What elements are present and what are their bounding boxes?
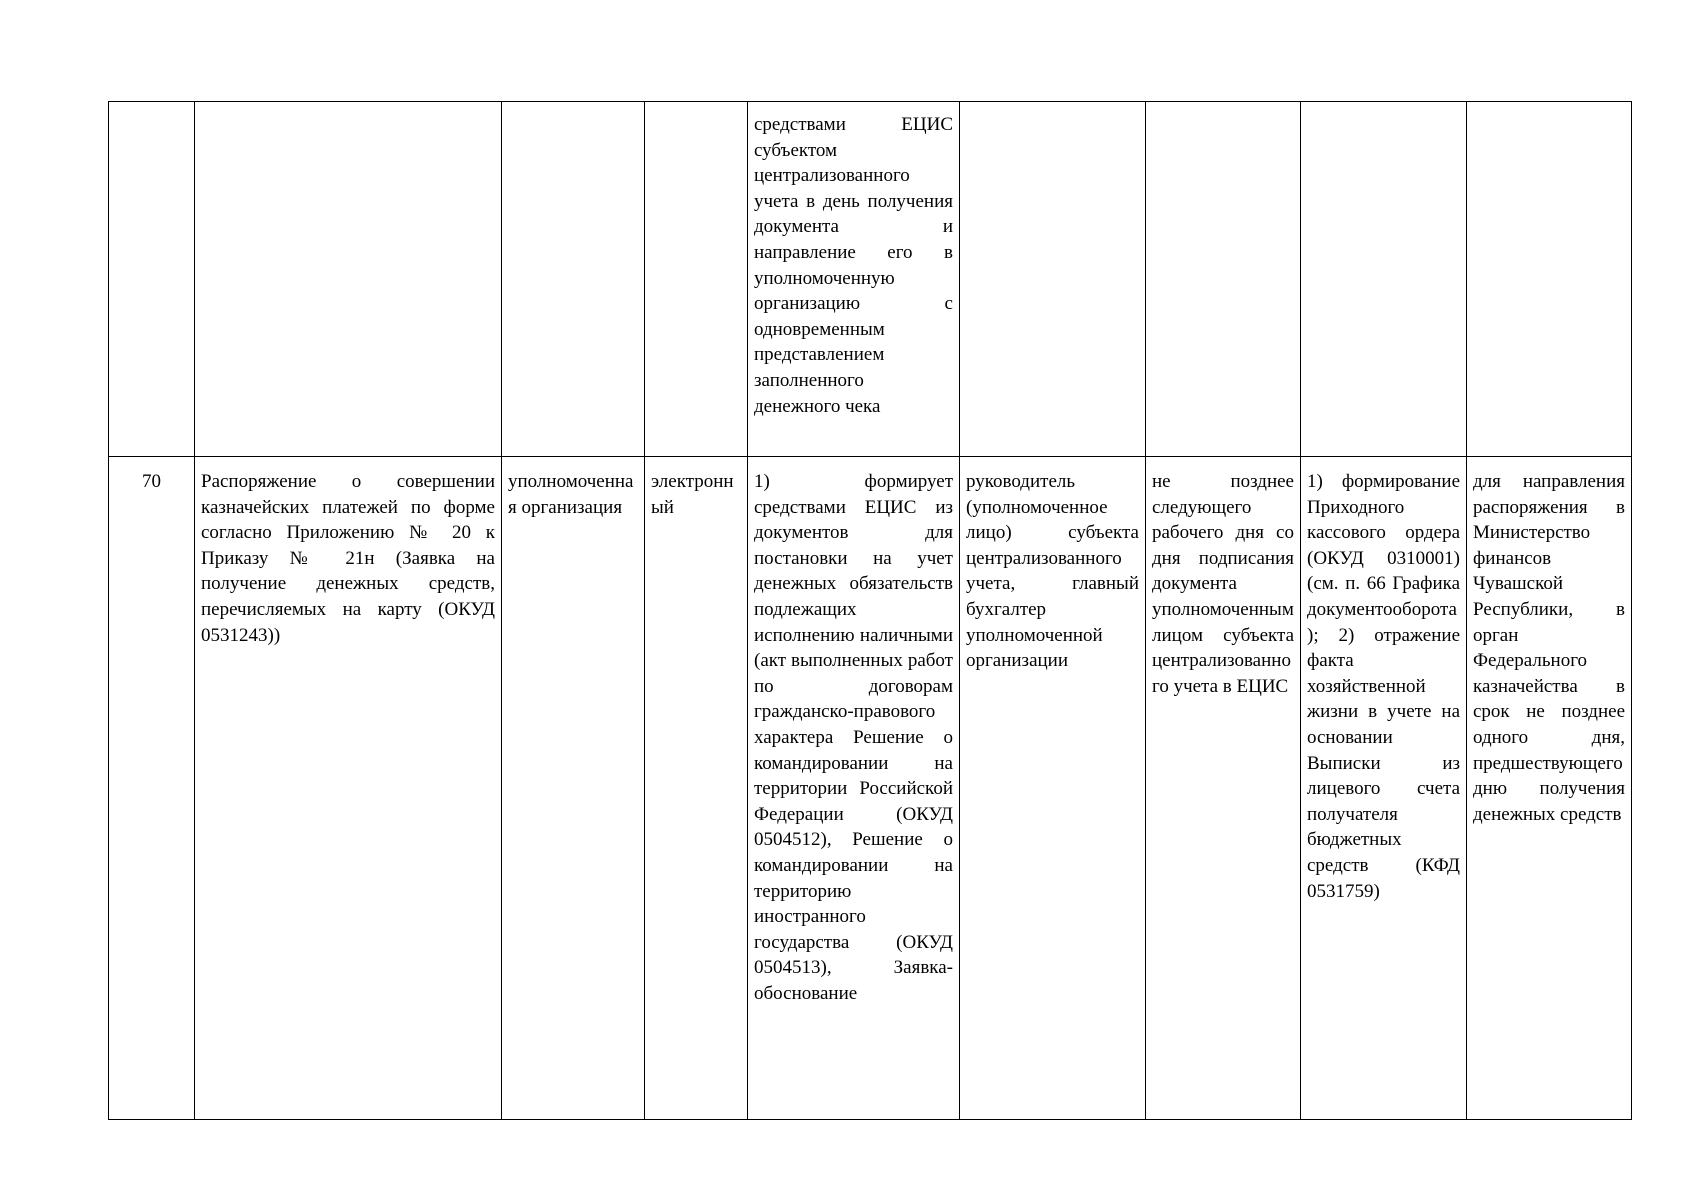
cell-executor: уполномоченная организация bbox=[502, 457, 645, 1120]
cell-signer bbox=[960, 102, 1146, 457]
cell-action: средствами ЕЦИС субъектом централизованного учета в день получения документа и направление его в уполномоченную организацию с одновременным представлением заполненного денежного чека bbox=[748, 102, 960, 457]
cell-recipient bbox=[1467, 102, 1632, 457]
cell-signer: руководитель (уполномоченное лицо) субъекта централизованного учета, главный бухгалтер уполномоченной организации bbox=[960, 457, 1146, 1120]
cell-number: 70 bbox=[109, 457, 195, 1120]
cell-executor bbox=[502, 102, 645, 457]
cell-deadline bbox=[1146, 102, 1301, 457]
cell-document bbox=[195, 102, 502, 457]
cell-number bbox=[109, 102, 195, 457]
cell-accounting: 1) формирование Приходного кассового ордера (ОКУД 0310001) (см. п. 66 Графика документооборота); 2) отражение факта хозяйственной жизни в учете на основании Выписки из лицевого счета получателя бюджетных средств (КФД 0531759) bbox=[1301, 457, 1467, 1120]
table-row-continuation bbox=[109, 102, 1632, 457]
cell-form bbox=[645, 102, 748, 457]
cell-action: 1) формирует средствами ЕЦИС из документов для постановки на учет денежных обязательств подлежащих исполнению наличными (акт выполненных работ по договорам гражданско-правового характера Решение о командировании на территории Российской Федерации (ОКУД 0504512), Решение о командировании на территорию иностранного государства (ОКУД 0504513), Заявка-обоснование bbox=[748, 457, 960, 1120]
table-row-70 bbox=[109, 457, 1632, 1120]
document-table bbox=[108, 101, 1632, 1120]
cell-accounting bbox=[1301, 102, 1467, 457]
cell-recipient: для направления распоряжения в Министерство финансов Чувашской Республики, в орган Федерального казначейства в срок не позднее одного дня, предшествующего дню получения денежных средств bbox=[1467, 457, 1632, 1120]
cell-document: Распоряжение о совершении казначейских платежей по форме согласно Приложению № 20 к Приказу № 21н (Заявка на получение денежных средств, перечисляемых на карту (ОКУД 0531243)) bbox=[195, 457, 502, 1120]
cell-deadline: не позднее следующего рабочего дня со дня подписания документа уполномоченным лицом субъекта централизованного учета в ЕЦИС bbox=[1146, 457, 1301, 1120]
cell-form: электронный bbox=[645, 457, 748, 1120]
